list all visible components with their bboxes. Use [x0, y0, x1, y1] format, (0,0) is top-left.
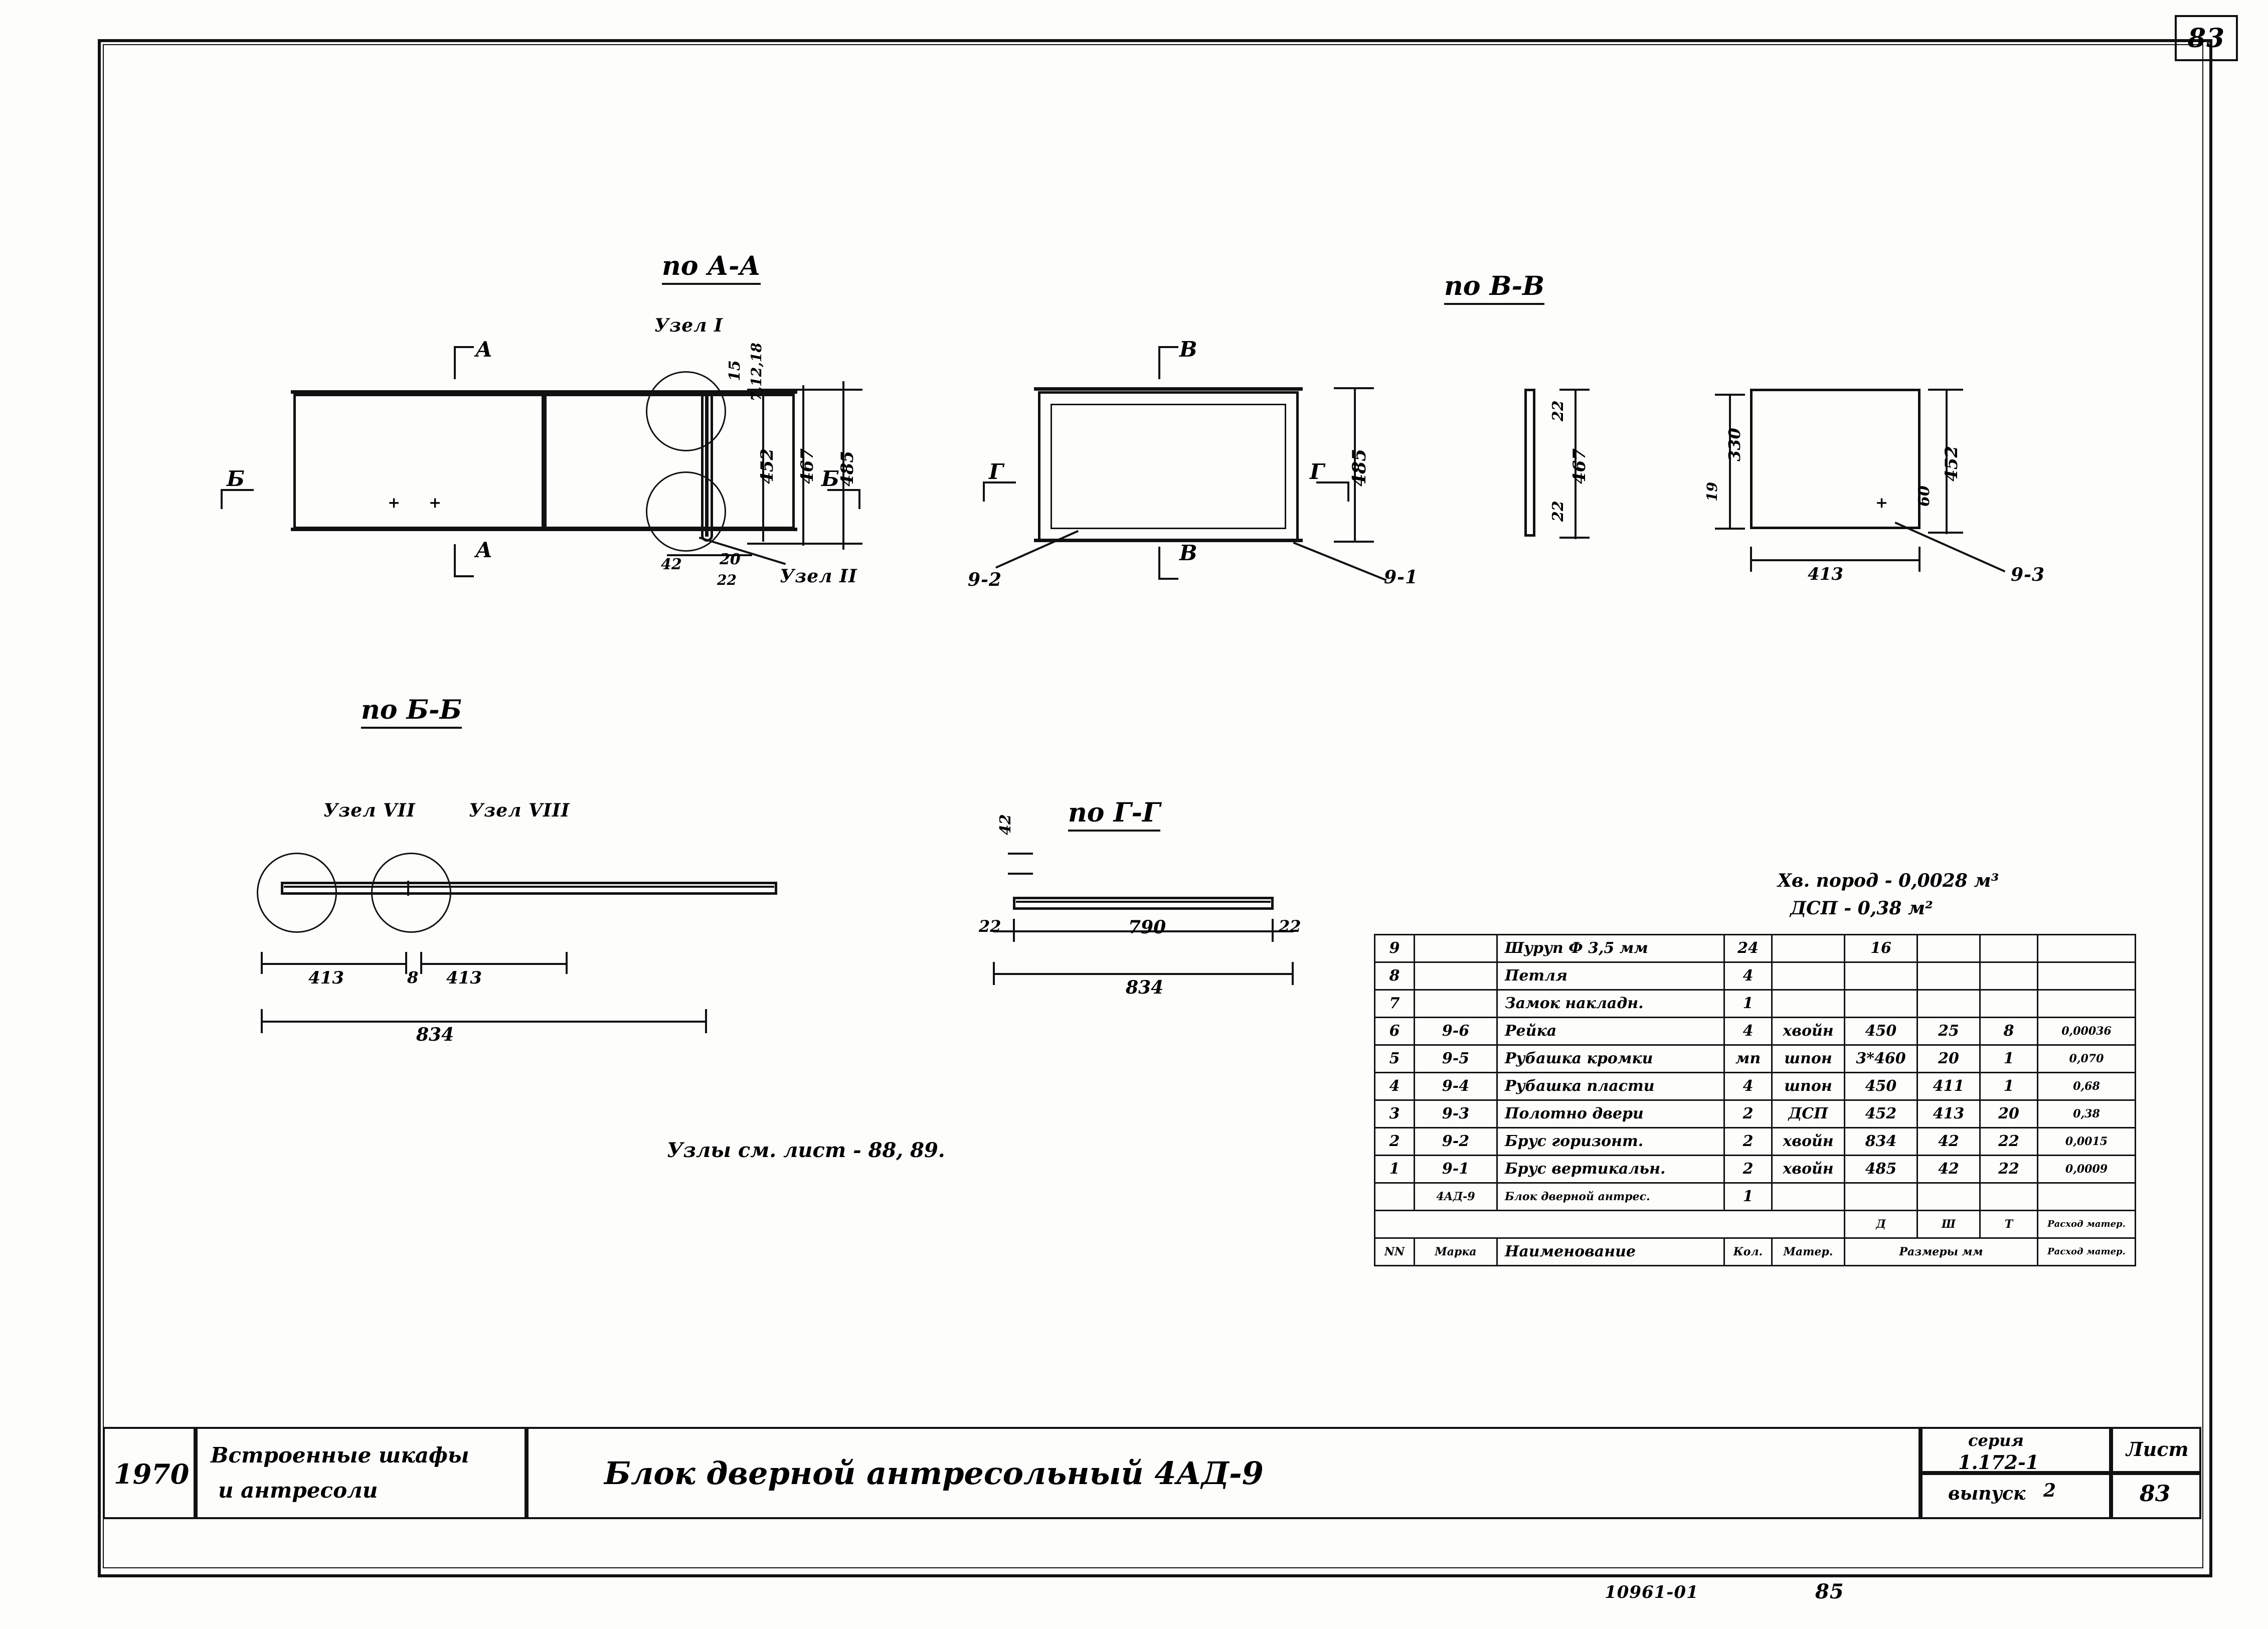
vv-dim-485-tick-bottom — [1334, 541, 1374, 543]
cell-t: 22 — [1980, 1156, 2038, 1183]
gg-dim-22-right: 22 — [1279, 917, 1301, 936]
cell-t: 8 — [1980, 1018, 2038, 1045]
page-number: 83 — [2187, 23, 2225, 54]
gg-dim-834-line — [993, 973, 1294, 975]
header-nn: NN — [1375, 1238, 1415, 1266]
cell-name: Рубашка пласти — [1497, 1073, 1724, 1100]
cell-d — [1845, 1183, 1917, 1211]
aa-dim-15: 15 — [726, 360, 744, 381]
cell-mater: шпон — [1772, 1073, 1845, 1100]
plan-cross-mark-left: + — [388, 494, 401, 512]
bottom-code: 10961-01 — [1605, 1582, 1699, 1602]
cell-d: 450 — [1845, 1018, 1917, 1045]
table-row — [1375, 962, 2136, 990]
cell-sh — [1917, 935, 1980, 962]
section-a-bottom-tick — [454, 575, 474, 577]
cell-marka: 9-5 — [1415, 1045, 1497, 1073]
bv-dim-452: 452 — [1942, 446, 1962, 481]
header-name: Наименование — [1497, 1238, 1724, 1266]
view-bv-title: по В-В — [1444, 271, 1544, 305]
cell-kol: 4 — [1724, 1018, 1772, 1045]
series-value: 1.172-1 — [1958, 1451, 2039, 1474]
gg-dim-790: 790 — [1128, 917, 1166, 938]
gg-dim-42-tick-bottom — [1008, 873, 1033, 875]
view-bb-title: по Б-Б — [361, 695, 462, 729]
cell-d: 450 — [1845, 1073, 1917, 1100]
cell-t — [1980, 962, 2038, 990]
section-v-top-tick — [1158, 346, 1178, 348]
plan-cross-mark-right: + — [429, 494, 442, 512]
table-row — [1375, 990, 2136, 1018]
cell-rashod — [2038, 935, 2136, 962]
cell-kol: 2 — [1724, 1100, 1772, 1128]
aa-dim-bottom-tick — [747, 543, 862, 545]
part-label-9-2: 9-2 — [968, 569, 1002, 590]
bv-dim-19: 19 — [1704, 482, 1720, 502]
uzel-7-label: Узел VII — [323, 800, 416, 821]
table-row — [1375, 1018, 2136, 1045]
cell-d: 834 — [1845, 1128, 1917, 1156]
cell-mater — [1772, 962, 1845, 990]
cell-rashod: 0,38 — [2038, 1100, 2136, 1128]
cell-marka — [1415, 990, 1497, 1018]
cell-marka: 4АД-9 — [1415, 1183, 1497, 1211]
bv-dim-413: 413 — [1808, 564, 1843, 584]
table-row — [1375, 1183, 2136, 1211]
section-mark-g-right: Г — [1310, 459, 1325, 484]
cell-mater: шпон — [1772, 1045, 1845, 1073]
cell-t: 1 — [1980, 1073, 2038, 1100]
uzel-1-label: Узел I — [654, 315, 723, 336]
cell-name: Петля — [1497, 962, 1724, 990]
table-row — [1375, 1073, 2136, 1100]
bb-dim-834-tick-left — [261, 1009, 263, 1033]
section-mark-b-right: Б — [821, 466, 840, 491]
cell-mater — [1772, 935, 1845, 962]
cell-nn: 6 — [1375, 1018, 1415, 1045]
uzel-8-label: Узел VIII — [469, 800, 570, 821]
header-kol: Кол. — [1724, 1238, 1772, 1266]
material-note-line1: Хв. пород - 0,0028 м³ — [1778, 870, 1999, 891]
plan-center-joint — [543, 394, 545, 529]
issue-label: выпуск — [1948, 1483, 2026, 1504]
cell-mater: хвойн — [1772, 1156, 1845, 1183]
gg-bar-core — [1016, 901, 1271, 903]
table-row — [1375, 1128, 2136, 1156]
vv-top-rail — [1034, 387, 1303, 391]
cell-kol: 2 — [1724, 1128, 1772, 1156]
section-a-top-tick — [454, 346, 474, 348]
gg-dim-834: 834 — [1126, 977, 1164, 998]
gg-dim-790-tick-left — [1013, 919, 1015, 942]
aa-dim-467: 467 — [797, 448, 817, 484]
bv-dim-22-top: 22 — [1549, 400, 1567, 421]
cell-marka: 9-2 — [1415, 1128, 1497, 1156]
bv-dim-330: 330 — [1725, 428, 1744, 461]
cell-name: Блок дверной антрес. — [1497, 1183, 1724, 1211]
cell-name: Полотно двери — [1497, 1100, 1724, 1128]
section-mark-a-bottom: А — [475, 538, 493, 562]
cell-nn: 9 — [1375, 935, 1415, 962]
cell-nn: 1 — [1375, 1156, 1415, 1183]
bv-dim-22-bottom: 22 — [1549, 501, 1567, 522]
specification-table — [1374, 934, 2136, 1266]
list-label: Лист — [2126, 1438, 2189, 1460]
bv-dim-330-tick-bottom — [1715, 528, 1745, 530]
bv-dim-60: 60 — [1915, 485, 1933, 507]
vv-bottom-rail — [1034, 539, 1303, 542]
cell-t — [1980, 990, 2038, 1018]
cell-marka: 9-1 — [1415, 1156, 1497, 1183]
cell-mater: хвойн — [1772, 1128, 1845, 1156]
gg-dim-834-tick-left — [993, 962, 995, 985]
cell-rashod: 0,00036 — [2038, 1018, 2136, 1045]
cell-rashod: 0,0009 — [2038, 1156, 2136, 1183]
cell-rashod: 0,0015 — [2038, 1128, 2136, 1156]
bv-dim-330-line — [1729, 394, 1731, 529]
cell-name: Брус горизонт. — [1497, 1128, 1724, 1156]
section-v-bottom-tick — [1158, 578, 1178, 580]
bv-dim-330-tick-top — [1715, 394, 1745, 396]
bb-dim-834-line — [261, 1021, 707, 1023]
header-spacer-1 — [1375, 1211, 1415, 1238]
page-number-box — [2175, 15, 2238, 61]
cell-nn: 2 — [1375, 1128, 1415, 1156]
cell-sh: 411 — [1917, 1073, 1980, 1100]
section-b-left-tick — [221, 489, 223, 509]
cell-rashod: 0,070 — [2038, 1045, 2136, 1073]
bb-dim-tick-4 — [566, 952, 568, 974]
cell-marka: 9-4 — [1415, 1073, 1497, 1100]
list-value: 83 — [2140, 1481, 2171, 1507]
cell-marka: 9-6 — [1415, 1018, 1497, 1045]
bv-dim-467-tick-top — [1559, 389, 1590, 391]
bb-dim-413-right-line — [420, 963, 566, 965]
gg-dim-42: 42 — [997, 814, 1014, 835]
bv-dim-467: 467 — [1569, 448, 1590, 484]
uzel-1-circle — [646, 371, 726, 451]
cell-sh — [1917, 990, 1980, 1018]
bb-slab-core — [284, 886, 774, 888]
section-a-bottom-line — [454, 544, 456, 577]
cell-nn: 4 — [1375, 1073, 1415, 1100]
header-rashod-2: Расход матер. — [2038, 1238, 2136, 1266]
bb-dim-tick-1 — [261, 952, 263, 974]
table-row — [1375, 935, 2136, 962]
section-mark-g-left: Г — [989, 459, 1004, 484]
table-row — [1375, 1156, 2136, 1183]
bv-dim-452-tick-top — [1928, 389, 1963, 391]
org-cell — [196, 1427, 527, 1519]
bb-dim-834: 834 — [416, 1024, 454, 1045]
title-block — [103, 1427, 2201, 1519]
vv-dim-485: 485 — [1349, 448, 1370, 486]
view-gg-title: по Г-Г — [1068, 797, 1160, 832]
header-spacer-4 — [1724, 1211, 1772, 1238]
org-line2: и антресоли — [218, 1478, 378, 1503]
cell-kol: 24 — [1724, 935, 1772, 962]
header-dim-group: Размеры мм — [1845, 1238, 2038, 1266]
cell-marka — [1415, 962, 1497, 990]
cell-t: 22 — [1980, 1128, 2038, 1156]
cell-t — [1980, 1183, 2038, 1211]
section-mark-b-left: Б — [227, 466, 245, 491]
aa-dim-452: 452 — [757, 448, 777, 484]
cell-kol: 2 — [1724, 1156, 1772, 1183]
bb-dim-8: 8 — [407, 968, 419, 987]
section-mark-v-top: В — [1179, 337, 1198, 362]
bb-dim-413-right: 413 — [446, 968, 482, 988]
part-label-9-1: 9-1 — [1384, 567, 1419, 588]
cell-name: Рейка — [1497, 1018, 1724, 1045]
bottom-code-2: 85 — [1815, 1580, 1844, 1603]
aa-dim-22: 22 — [717, 572, 737, 588]
header-d: Д — [1845, 1211, 1917, 1238]
cell-mater — [1772, 1183, 1845, 1211]
view-aa-title: по А-А — [662, 251, 761, 285]
gg-dim-42-tick-top — [1008, 853, 1033, 855]
cell-nn — [1375, 1183, 1415, 1211]
cell-marka — [1415, 935, 1497, 962]
bv-dim-452-tick-bottom — [1928, 532, 1963, 534]
uzel-2-label: Узел II — [780, 566, 857, 587]
cell-nn: 8 — [1375, 962, 1415, 990]
part-label-9-3: 9-3 — [2011, 564, 2045, 585]
gg-bar — [1013, 897, 1274, 910]
cell-nn: 3 — [1375, 1100, 1415, 1128]
bv-dim-413-tick-right — [1918, 547, 1921, 572]
cell-d: 16 — [1845, 935, 1917, 962]
bv-dim-467-tick-bottom — [1559, 537, 1590, 539]
cell-nn: 5 — [1375, 1045, 1415, 1073]
cell-d — [1845, 990, 1917, 1018]
cell-sh: 20 — [1917, 1045, 1980, 1073]
org-line1: Встроенные шкафы — [211, 1443, 469, 1468]
section-g-left-tick — [983, 481, 985, 502]
aa-dim-42: 42 — [661, 556, 682, 573]
bv-dim-413-tick-left — [1750, 547, 1752, 572]
material-note-line2: ДСП - 0,38 м² — [1790, 898, 1933, 919]
cell-sh: 413 — [1917, 1100, 1980, 1128]
aa-dim-485: 485 — [837, 451, 857, 486]
bv-edge-piece — [1524, 389, 1535, 537]
vv-frame-inner — [1051, 404, 1286, 529]
gg-dim-22-left: 22 — [979, 917, 1001, 936]
cell-kol: 1 — [1724, 990, 1772, 1018]
header-rashod: Расход матер. — [2038, 1211, 2136, 1238]
drawing-title: Блок дверной антресольный 4АД-9 — [604, 1455, 1264, 1492]
cell-rashod — [2038, 962, 2136, 990]
section-b-right-tick — [858, 489, 860, 509]
bb-dim-tick-3 — [420, 952, 422, 974]
cell-kol: 1 — [1724, 1183, 1772, 1211]
aa-dim-7-12-18: 7,12,18 — [748, 343, 765, 401]
cell-mater — [1772, 990, 1845, 1018]
note-uzly: Узлы см. лист - 88, 89. — [667, 1138, 945, 1162]
cell-t: 1 — [1980, 1045, 2038, 1073]
section-mark-v-bottom: В — [1179, 541, 1198, 565]
cell-name: Шуруп Ф 3,5 мм — [1497, 935, 1724, 962]
aa-door-core — [705, 396, 709, 537]
cell-d: 3*460 — [1845, 1045, 1917, 1073]
cell-name: Брус вертикальн. — [1497, 1156, 1724, 1183]
header-spacer-3 — [1497, 1211, 1724, 1238]
cell-t: 20 — [1980, 1100, 2038, 1128]
cell-rashod — [2038, 1183, 2136, 1211]
section-mark-a-top: А — [475, 337, 493, 362]
cell-kol: 4 — [1724, 962, 1772, 990]
cell-nn: 7 — [1375, 990, 1415, 1018]
cell-sh: 42 — [1917, 1128, 1980, 1156]
section-v-top-line — [1158, 346, 1160, 379]
series-label: серия — [1968, 1431, 2024, 1450]
cell-mater: ДСП — [1772, 1100, 1845, 1128]
bv-panel-9-3 — [1750, 389, 1921, 529]
bb-dim-413-left: 413 — [308, 968, 344, 988]
uzel-2-circle — [646, 471, 726, 552]
plan-door-left — [293, 394, 544, 529]
cell-kol: 4 — [1724, 1073, 1772, 1100]
cell-sh — [1917, 1183, 1980, 1211]
cell-t — [1980, 935, 2038, 962]
table-row — [1375, 1045, 2136, 1073]
bv-panel-cross-mark: + — [1875, 494, 1889, 512]
bb-slab-joint — [407, 881, 409, 896]
bb-dim-834-tick-right — [705, 1009, 707, 1033]
header-sh: Ш — [1917, 1211, 1980, 1238]
cell-name: Рубашка кромки — [1497, 1045, 1724, 1073]
cell-mater: хвойн — [1772, 1018, 1845, 1045]
aa-dim-20: 20 — [720, 551, 741, 568]
cell-marka: 9-3 — [1415, 1100, 1497, 1128]
year-value: 1970 — [114, 1458, 190, 1490]
section-v-bottom-line — [1158, 547, 1160, 580]
cell-rashod — [2038, 990, 2136, 1018]
cell-d — [1845, 962, 1917, 990]
cell-kol: мп — [1724, 1045, 1772, 1073]
table-header-row-dims — [1375, 1211, 2136, 1238]
vv-dim-485-tick-top — [1334, 387, 1374, 389]
issue-value: 2 — [2043, 1480, 2056, 1501]
header-spacer-2 — [1415, 1211, 1497, 1238]
bb-dim-413-left-line — [261, 963, 406, 965]
bv-dim-413-line — [1750, 559, 1921, 561]
header-mater: Матер. — [1772, 1238, 1845, 1266]
cell-name: Замок накладн. — [1497, 990, 1724, 1018]
cell-sh — [1917, 962, 1980, 990]
cell-d: 452 — [1845, 1100, 1917, 1128]
cell-sh: 25 — [1917, 1018, 1980, 1045]
gg-dim-790-tick-right — [1272, 919, 1274, 942]
section-a-top-line — [454, 346, 456, 379]
cell-d: 485 — [1845, 1156, 1917, 1183]
gg-dim-834-tick-right — [1292, 962, 1294, 985]
header-marka: Марка — [1415, 1238, 1497, 1266]
table-row — [1375, 1100, 2136, 1128]
cell-rashod: 0,68 — [2038, 1073, 2136, 1100]
bb-slab — [281, 882, 777, 895]
header-t: Т — [1980, 1211, 2038, 1238]
cell-sh: 42 — [1917, 1156, 1980, 1183]
table-header-row — [1375, 1238, 2136, 1266]
header-spacer-5 — [1772, 1211, 1845, 1238]
